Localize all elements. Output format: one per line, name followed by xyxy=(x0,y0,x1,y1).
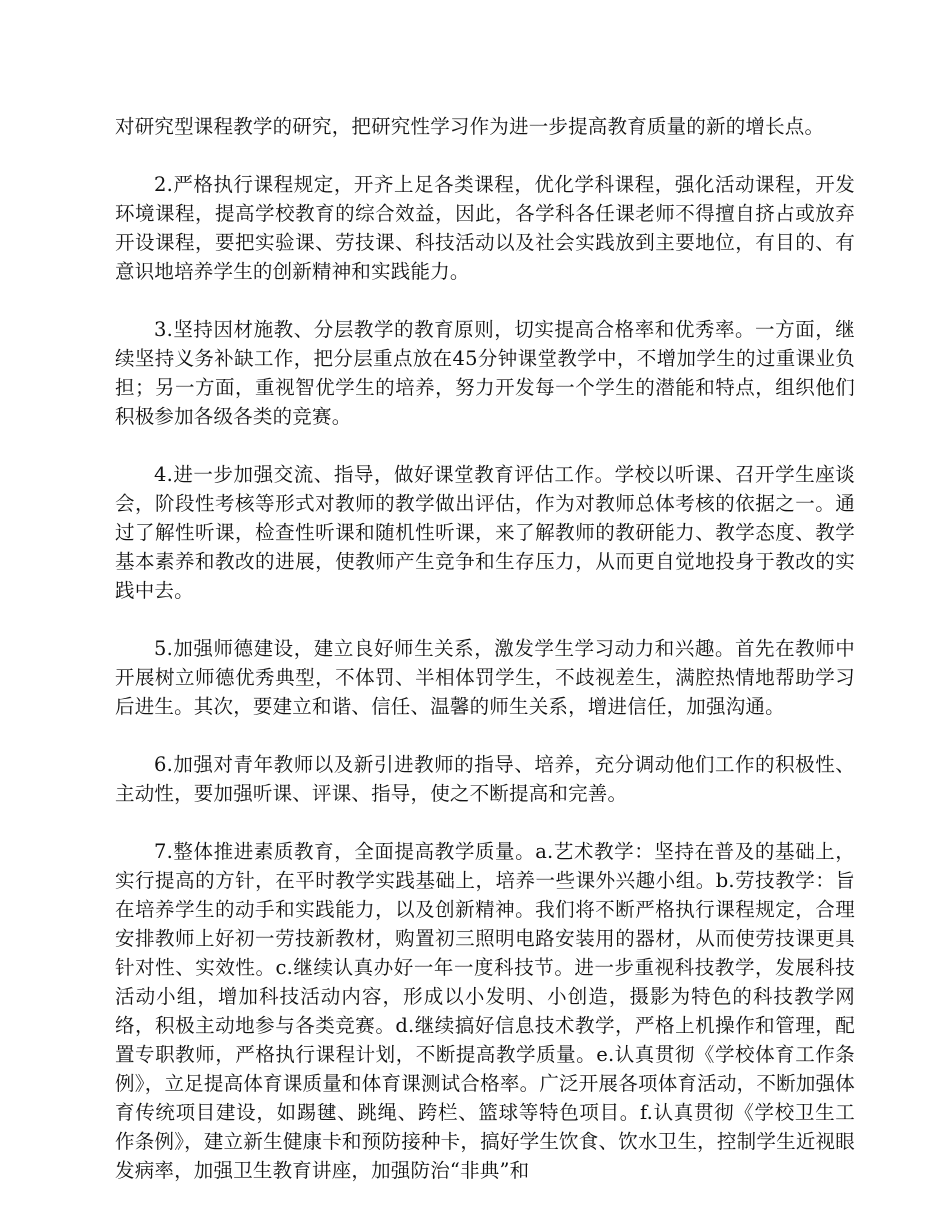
paragraph-item-7: 7.整体推进素质教育，全面提高教学质量。a.艺术教学：坚持在普及的基础上，实行提高的方针，在平时教学实践基础上，培养一些课外兴趣小组。b.劳技教学：旨在培养学生的动手和实践能力，以及创新精神。我们将不断严格执行课程规定，合理安排教师上好初一劳技新教材，购置初三照明电路安装用的器材，从而使劳技课更具针对性、实效性。c.继续认真办好一年一度科技节。进一步重视科技教学，发展科技活动小组，增加科技活动内容，形成以小发明、小创造，摄影为特色的科技教学网络，积极主动地参与各类竞赛。d.继续搞好信息技术教学，严格上机操作和管理，配置专职教师，严格执行课程计划，不断提高教学质量。e.认真贯彻《学校体育工作条例》，立足提高体育课质量和体育课测试合格率。广泛开展各项体育活动，不断加强体育传统项目建设，如踢毽、跳绳、跨栏、篮球等特色项目。f.认真贯彻《学校卫生工作条例》，建立新生健康卡和预防接种卡，搞好学生饮食、饮水卫生，控制学生近视眼发病率，加强卫生教育讲座，加强防治“非典”和 xyxy=(115,840,855,1182)
paragraph-item-6: 6.加强对青年教师以及新引进教师的指导、培养，充分调动他们工作的积极性、主动性，要加强听课、评课、指导，使之不断提高和完善。 xyxy=(115,753,855,805)
paragraph-item-2: 2.严格执行课程规定，开齐上足各类课程，优化学科课程，强化活动课程，开发环境课程，提高学校教育的综合效益，因此，各学科各任课老师不得擅自挤占或放弃开设课程，要把实验课、劳技课、科技活动以及社会实践放到主要地位，有目的、有意识地培养学生的创新精神和实践能力。 xyxy=(115,173,855,283)
paragraph-continuation: 对研究型课程教学的研究，把研究性学习作为进一步提高教育质量的新的增长点。 xyxy=(115,115,825,138)
paragraph-item-5: 5.加强师德建设，建立良好师生关系，激发学生学习动力和兴趣。首先在教师中开展树立师德优秀典型，不体罚、半相体罚学生，不歧视差生，满腔热情地帮助学习后进生。其次，要建立和谐、信任、温馨的师生关系，增进信任，加强沟通。 xyxy=(115,637,855,718)
paragraph-item-3: 3.坚持因材施教、分层教学的教育原则，切实提高合格率和优秀率。一方面，继续坚持义务补缺工作，把分层重点放在45分钟课堂教学中，不增加学生的过重课业负担；另一方面，重视智优学生的培养，努力开发每一个学生的潜能和特点，组织他们积极参加各级各类的竞赛。 xyxy=(115,318,855,428)
document-body xyxy=(115,112,855,1185)
paragraph-item-4: 4.进一步加强交流、指导，做好课堂教育评估工作。学校以听课、召开学生座谈会，阶段性考核等形式对教师的教学做出评估，作为对教师总体考核的依据之一。通过了解性听课，检查性听课和随机性听课，来了解教师的教研能力、教学态度、教学基本素养和教改的进展，使教师产生竞争和生存压力，从而更自觉地投身于教改的实践中去。 xyxy=(115,463,855,602)
